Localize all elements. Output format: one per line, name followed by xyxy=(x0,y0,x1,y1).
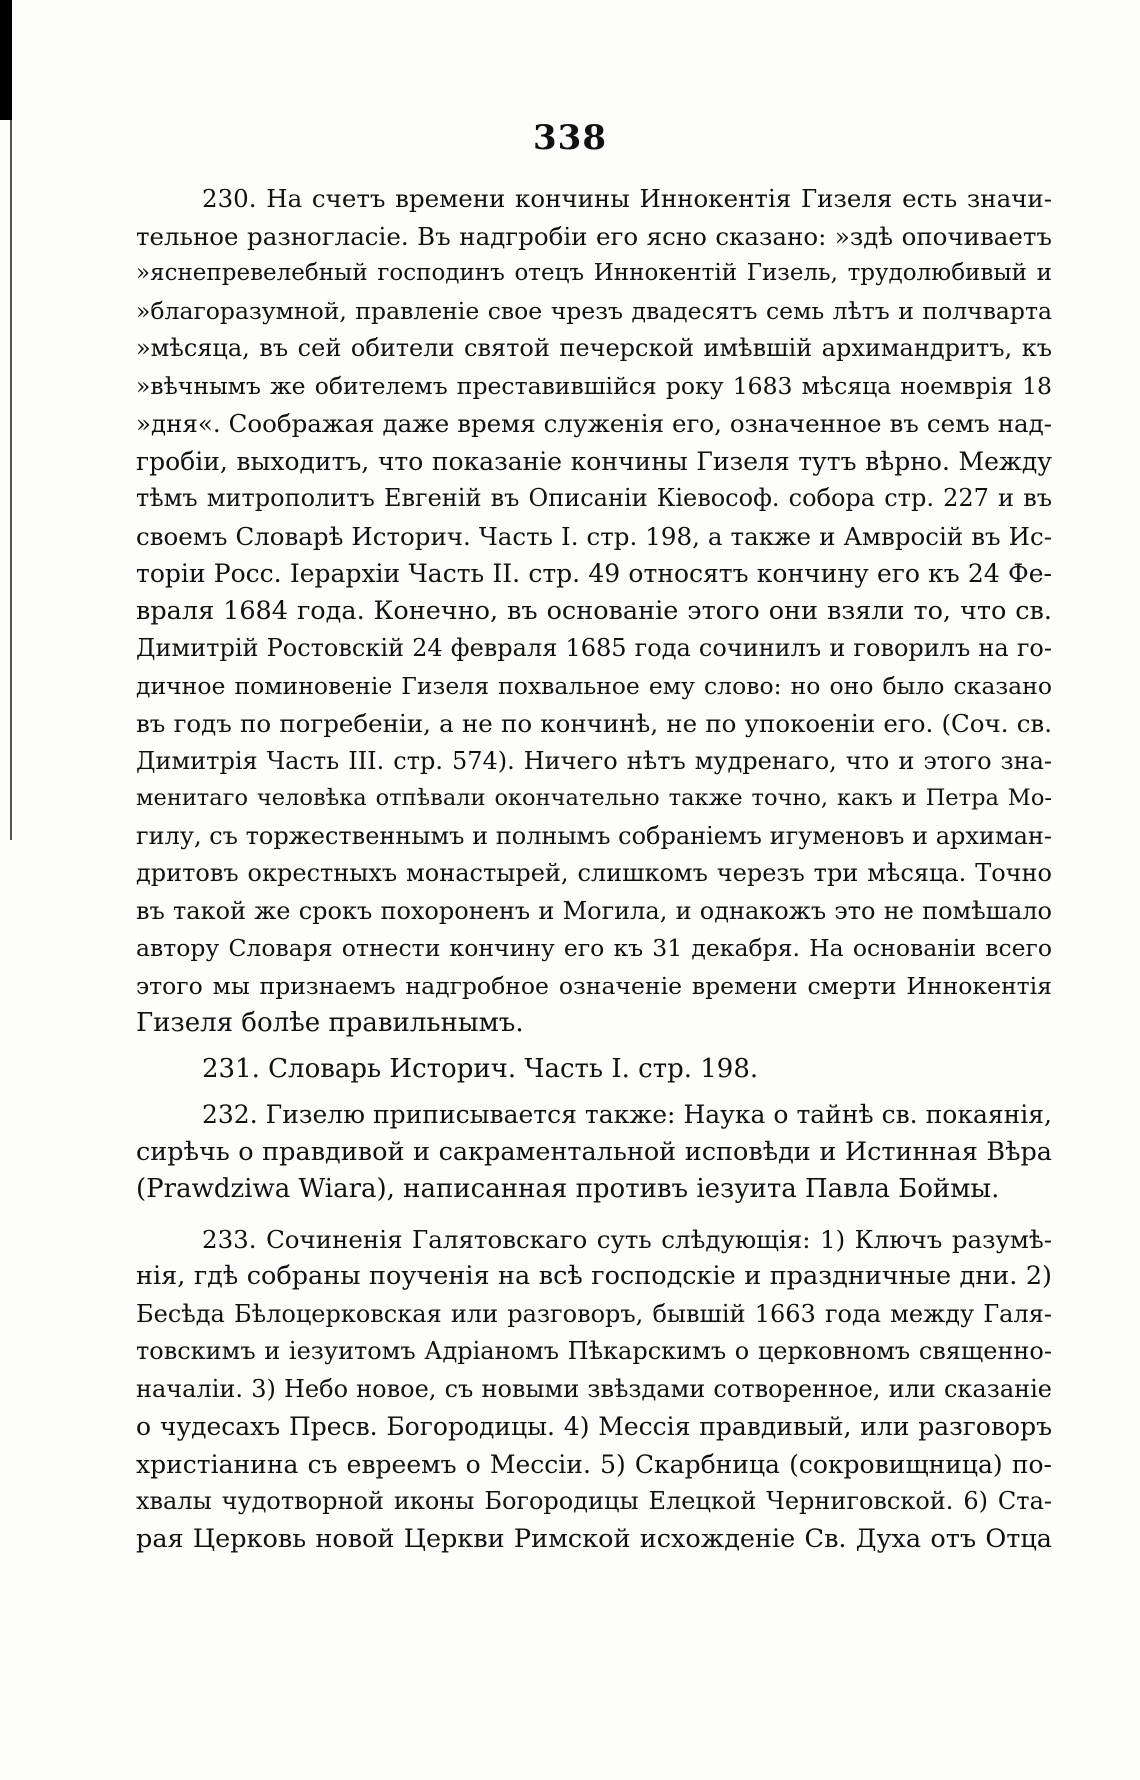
text-line: »мѣсяца, въ сей обители святой печерской имѣвшій архимандритъ, къ xyxy=(136,334,1052,362)
scan-edge-line xyxy=(10,120,12,840)
text-line: дритовъ окрестныхъ монастырей, слишкомъ черезъ три мѣсяца. Точно xyxy=(136,859,1052,887)
text-line: началіи. 3) Небо новое, съ новыми звѣздами сотворенное, или сказаніе xyxy=(136,1374,1052,1403)
note-233 xyxy=(136,1221,1052,1559)
text-line: 233. Сочиненія Галятовскаго суть слѣдующія: 1) Ключъ разумѣ- xyxy=(202,1224,1052,1254)
text-line: »вѣчнымъ же обителемъ преставившійся року 1683 мѣсяца ноемврія 18 xyxy=(136,371,1052,400)
text-line: дичное поминовеніе Гизеля похвальное ему слово: но оно было сказано xyxy=(136,671,1052,700)
text-line: о чудесахъ Пресв. Богородицы. 4) Мессія правдивый, или разговоръ xyxy=(136,1412,1052,1441)
note-230 xyxy=(136,180,1052,1043)
text-line: нія, гдѣ собраны поученія на всѣ господскіе и праздничные дни. 2) xyxy=(136,1261,1052,1291)
text-line: рая Церковь новой Церкви Римской исхожденіе Св. Духа отъ Отца xyxy=(136,1523,1052,1554)
scan-edge-mark xyxy=(0,0,12,120)
text-line: Бесѣда Бѣлоцерковская или разговоръ, бывшій 1663 года между Галя- xyxy=(136,1299,1052,1328)
text-line: Гизеля болѣе правильнымъ. xyxy=(136,1008,524,1038)
text-line: своемъ Словарѣ Историч. Часть I. стр. 198, а также и Амвросій въ Ис- xyxy=(136,521,1052,551)
text-line: христіанина съ евреемъ о Мессіи. 5) Скарбница (сокровищница) по- xyxy=(136,1449,1052,1479)
text-line: тельное разногласіе. Въ надгробіи его ясно сказано: »здѣ опочиваетъ xyxy=(136,221,1052,251)
text-line: »дня«. Соображая даже время служенія его, означенное въ семъ над- xyxy=(136,409,1052,438)
text-line: торіи Росс. Іерархіи Часть II. стр. 49 относятъ кончину его къ 24 Фе- xyxy=(136,559,1052,588)
text-line: враля 1684 года. Конечно, въ основаніе этого они взяли то, что св. xyxy=(136,595,1052,626)
text-line: (Prawdziwa Wiara), написанная противъ іезуита Павла Боймы. xyxy=(136,1174,1000,1204)
text-line: этого мы признаемъ надгробное означеніе времени смерти Иннокентія xyxy=(136,971,1052,1000)
text-line: хвалы чудотворной иконы Богородицы Елецкой Черниговской. 6) Ста- xyxy=(136,1487,1052,1515)
text-line: гробіи, выходитъ, что показаніе кончины Гизеля тутъ вѣрно. Между xyxy=(136,446,1052,476)
note-232 xyxy=(136,1096,1052,1209)
text-line: Димитрія Часть III. стр. 574). Ничего нѣтъ мудренаго, что и этого зна- xyxy=(136,746,1052,775)
note-231 xyxy=(136,1051,1052,1089)
text-line: 232. Гизелю приписывается также: Наука о тайнѣ св. покаянія, xyxy=(202,1100,1052,1129)
notes-body xyxy=(136,180,1052,1558)
text-line: »благоразумной, правленіе свое чрезъ двадесятъ семь лѣтъ и полчварта xyxy=(136,296,1052,325)
text-line: »яснепревелебный господинъ отецъ Иннокентій Гизель, трудолюбивый и xyxy=(136,260,1052,286)
text-line: менитаго человѣка отпѣвали окончательно также точно, какъ и Петра Мо- xyxy=(136,785,1052,811)
text-line: тѣмъ митрополитъ Евгеній въ Описаніи Кіевософ. собора стр. 227 и въ xyxy=(136,484,1052,512)
text-line: 231. Словарь Историч. Часть I. стр. 198. xyxy=(202,1053,759,1084)
text-line: 230. На счетъ времени кончины Иннокентія Гизеля есть значи- xyxy=(202,184,1052,213)
text-line: сирѣчь о правдивой и сакраментальной исповѣди и Истинная Вѣра xyxy=(136,1136,1052,1167)
text-line: Димитрій Ростовскій 24 февраля 1685 года сочинилъ и говорилъ на го- xyxy=(136,634,1052,662)
text-line: автору Словаря отнести кончину его къ 31 декабря. На основаніи всего xyxy=(136,934,1052,962)
text-line: гилу, съ торжественнымъ и полнымъ собраніемъ игуменовъ и архиман- xyxy=(136,821,1052,850)
page-number: 338 xyxy=(533,118,607,158)
text-line: въ такой же срокъ похороненъ и Могила, и однакожъ это не помѣшало xyxy=(136,896,1052,925)
text-line: товскимъ и іезуитомъ Адріаномъ Пѣкарскимъ о церковномъ священно- xyxy=(136,1337,1052,1365)
text-line: въ годъ по погребеніи, а не по кончинѣ, не по упокоеніи его. (Соч. св. xyxy=(136,709,1052,738)
